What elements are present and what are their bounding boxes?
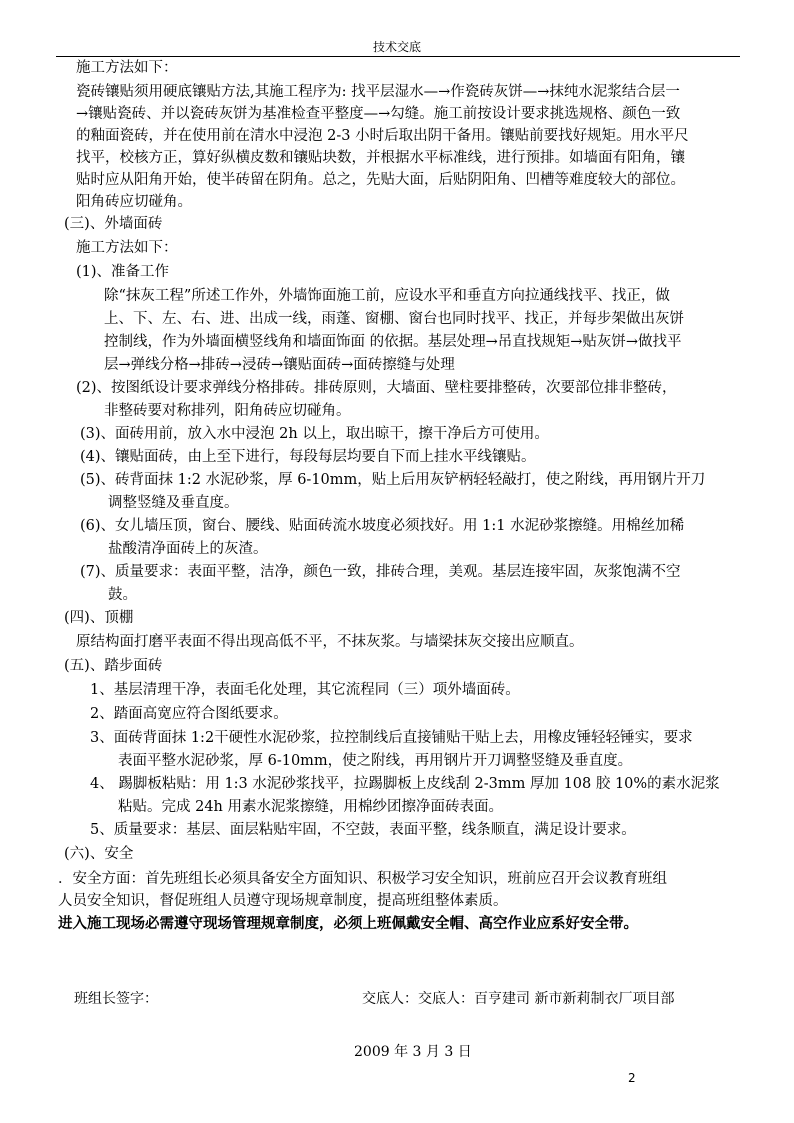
- section-3-item-5-line: (5)、砖背面抹 1:2 水泥砂浆，厚 6-10mm，贴上后用灰铲柄轻轻敲打，使之附线，再用钢片开刀: [80, 472, 706, 488]
- section-3-item-5-line: 调整竖缝及垂直度。: [108, 495, 239, 511]
- section-3-item-2-line: 非整砖要对称排列，阳角砖应切碰角。: [104, 403, 351, 419]
- section-3-item-6-line: 盐酸清净面砖上的灰渣。: [108, 541, 268, 557]
- tile-method-label: 施工方法如下：: [76, 60, 178, 76]
- section-3-item-1-title: (1)、准备工作: [76, 264, 170, 280]
- section-5-item-4-line: 4、 踢脚板粘贴：用 1:3 水泥砂浆找平，拉踢脚板上皮线刮 2-3mm 厚加 108 胶 10%的素水泥浆: [90, 776, 720, 792]
- section-6-line: ．安全方面：首先班组长必须具备安全方面知识、积极学习安全知识，班前应召开会议教育班组: [58, 871, 667, 887]
- tile-line-4: 找平，校核方正，算好纵横皮数和镶贴块数，并根据水平标准线，进行预排。如墙面有阳角，镶: [76, 150, 685, 166]
- section-4-text: 原结构面打磨平表面不得出现高低不平，不抹灰浆。与墙梁抹灰交接出应顺直。: [76, 634, 584, 650]
- section-3-method-label: 施工方法如下：: [76, 240, 178, 256]
- section-3-item-6-line: (6)、女儿墙压顶，窗台、腰线、贴面砖流水坡度必须找好。用 1:1 水泥砂浆擦缝。用棉丝加稀: [80, 518, 685, 534]
- section-3-item-4: (4)、镶贴面砖，由上至下进行，每段每层均要自下而上挂水平线镶贴。: [80, 449, 536, 465]
- tile-line-6: 阳角砖应切碰角。: [76, 194, 192, 210]
- tile-line-5: 贴时应从阳角开始，使半砖留在阴角。总之，先贴大面，后贴阴阳角、凹槽等难度较大的部位。: [76, 172, 685, 188]
- document-date: 2009 年 3 月 3 日: [354, 1044, 472, 1060]
- tile-line-1: 瓷砖镶贴须用硬底镶贴方法,其施工程序为: 找平层湿水—→作瓷砖灰饼—→抹纯水泥浆结合层一: [76, 84, 680, 100]
- section-6-bold-rule: 进入施工现场必需遵守现场管理规章制度，必须上班佩戴安全帽、高空作业应系好安全带。: [58, 915, 638, 932]
- section-5-item-1: 1、基层清理干净，表面毛化处理，其它流程同（三）项外墙面砖。: [90, 682, 520, 698]
- section-3-item-1-line: 除“抹灰工程”所述工作外，外墙饰面施工前，应设水平和垂直方向拉通线找平、找正，做: [104, 288, 670, 304]
- section-4-title: (四)、顶棚: [64, 610, 134, 626]
- tile-line-2: →镶贴瓷砖、并以瓷砖灰饼为基准检查平整度—→勾缝。施工前按设计要求挑选规格、颜色一致: [76, 106, 681, 122]
- page-number: 2: [628, 1071, 636, 1085]
- section-5-item-3-line: 表面平整水泥砂浆，厚 6-10mm，使之附线，再用钢片开刀调整竖缝及垂直度。: [118, 753, 633, 769]
- section-5-item-2: 2、踏面高宽应符合图纸要求。: [90, 706, 288, 722]
- section-6-line: 人员安全知识，督促班组人员遵守现场规章制度，提高班组整体素质。: [58, 893, 508, 909]
- section-5-item-4-line: 粘贴。完成 24h 用素水泥浆擦缝，用棉纱团擦净面砖表面。: [118, 799, 504, 815]
- section-3-title: (三)、外墙面砖: [64, 216, 163, 232]
- section-3-item-1-line: 层→弹线分格→排砖→浸砖→镶贴面砖→面砖擦缝与处理: [104, 357, 455, 373]
- section-5-title: (五)、踏步面砖: [64, 658, 163, 674]
- section-3-item-3: (3)、面砖用前，放入水中浸泡 2h 以上，取出晾干，擦干净后方可使用。: [80, 426, 549, 442]
- section-3-item-7-line: (7)、质量要求：表面平整，洁净，颜色一致，排砖合理，美观。基层连接牢固，灰浆饱满不空: [80, 564, 681, 580]
- section-5-item-5: 5、质量要求：基层、面层粘贴牢固，不空鼓，表面平整，线条顺直，满足设计要求。: [90, 822, 636, 838]
- section-3-item-1-line: 上、下、左、右、进、出成一线，雨蓬、窗棚、窗台也同时找平、找正，并每步架做出灰饼: [104, 311, 684, 327]
- tile-line-3: 的釉面瓷砖，并在使用前在清水中浸泡 2-3 小时后取出阴干备用。镶贴前要找好规矩。用水平尺: [76, 128, 689, 144]
- page-header: 技术交底: [372, 40, 421, 54]
- section-3-item-7-line: 鼓。: [108, 587, 137, 603]
- discloser-label: 交底人：交底人：百亨建司 新市新莉制衣厂项目部: [362, 991, 675, 1007]
- section-6-title: (六)、安全: [64, 846, 134, 862]
- section-5-item-3-line: 3、面砖背面抹 1:2干硬性水泥砂浆，拉控制线后直接铺贴干贴上去，用橡皮锤轻轻锤实，要求: [90, 730, 693, 746]
- section-3-item-1-line: 控制线，作为外墙面横竖线角和墙面饰面 的依据。基层处理→吊直找规矩→贴灰饼→做找平: [104, 334, 682, 350]
- section-3-item-2-line: (2)、按图纸设计要求弹线分格排砖。排砖原则，大墙面、壁柱要排整砖，次要部位排非整砖，: [76, 380, 677, 396]
- team-leader-signature-label: 班组长签字：: [74, 991, 158, 1007]
